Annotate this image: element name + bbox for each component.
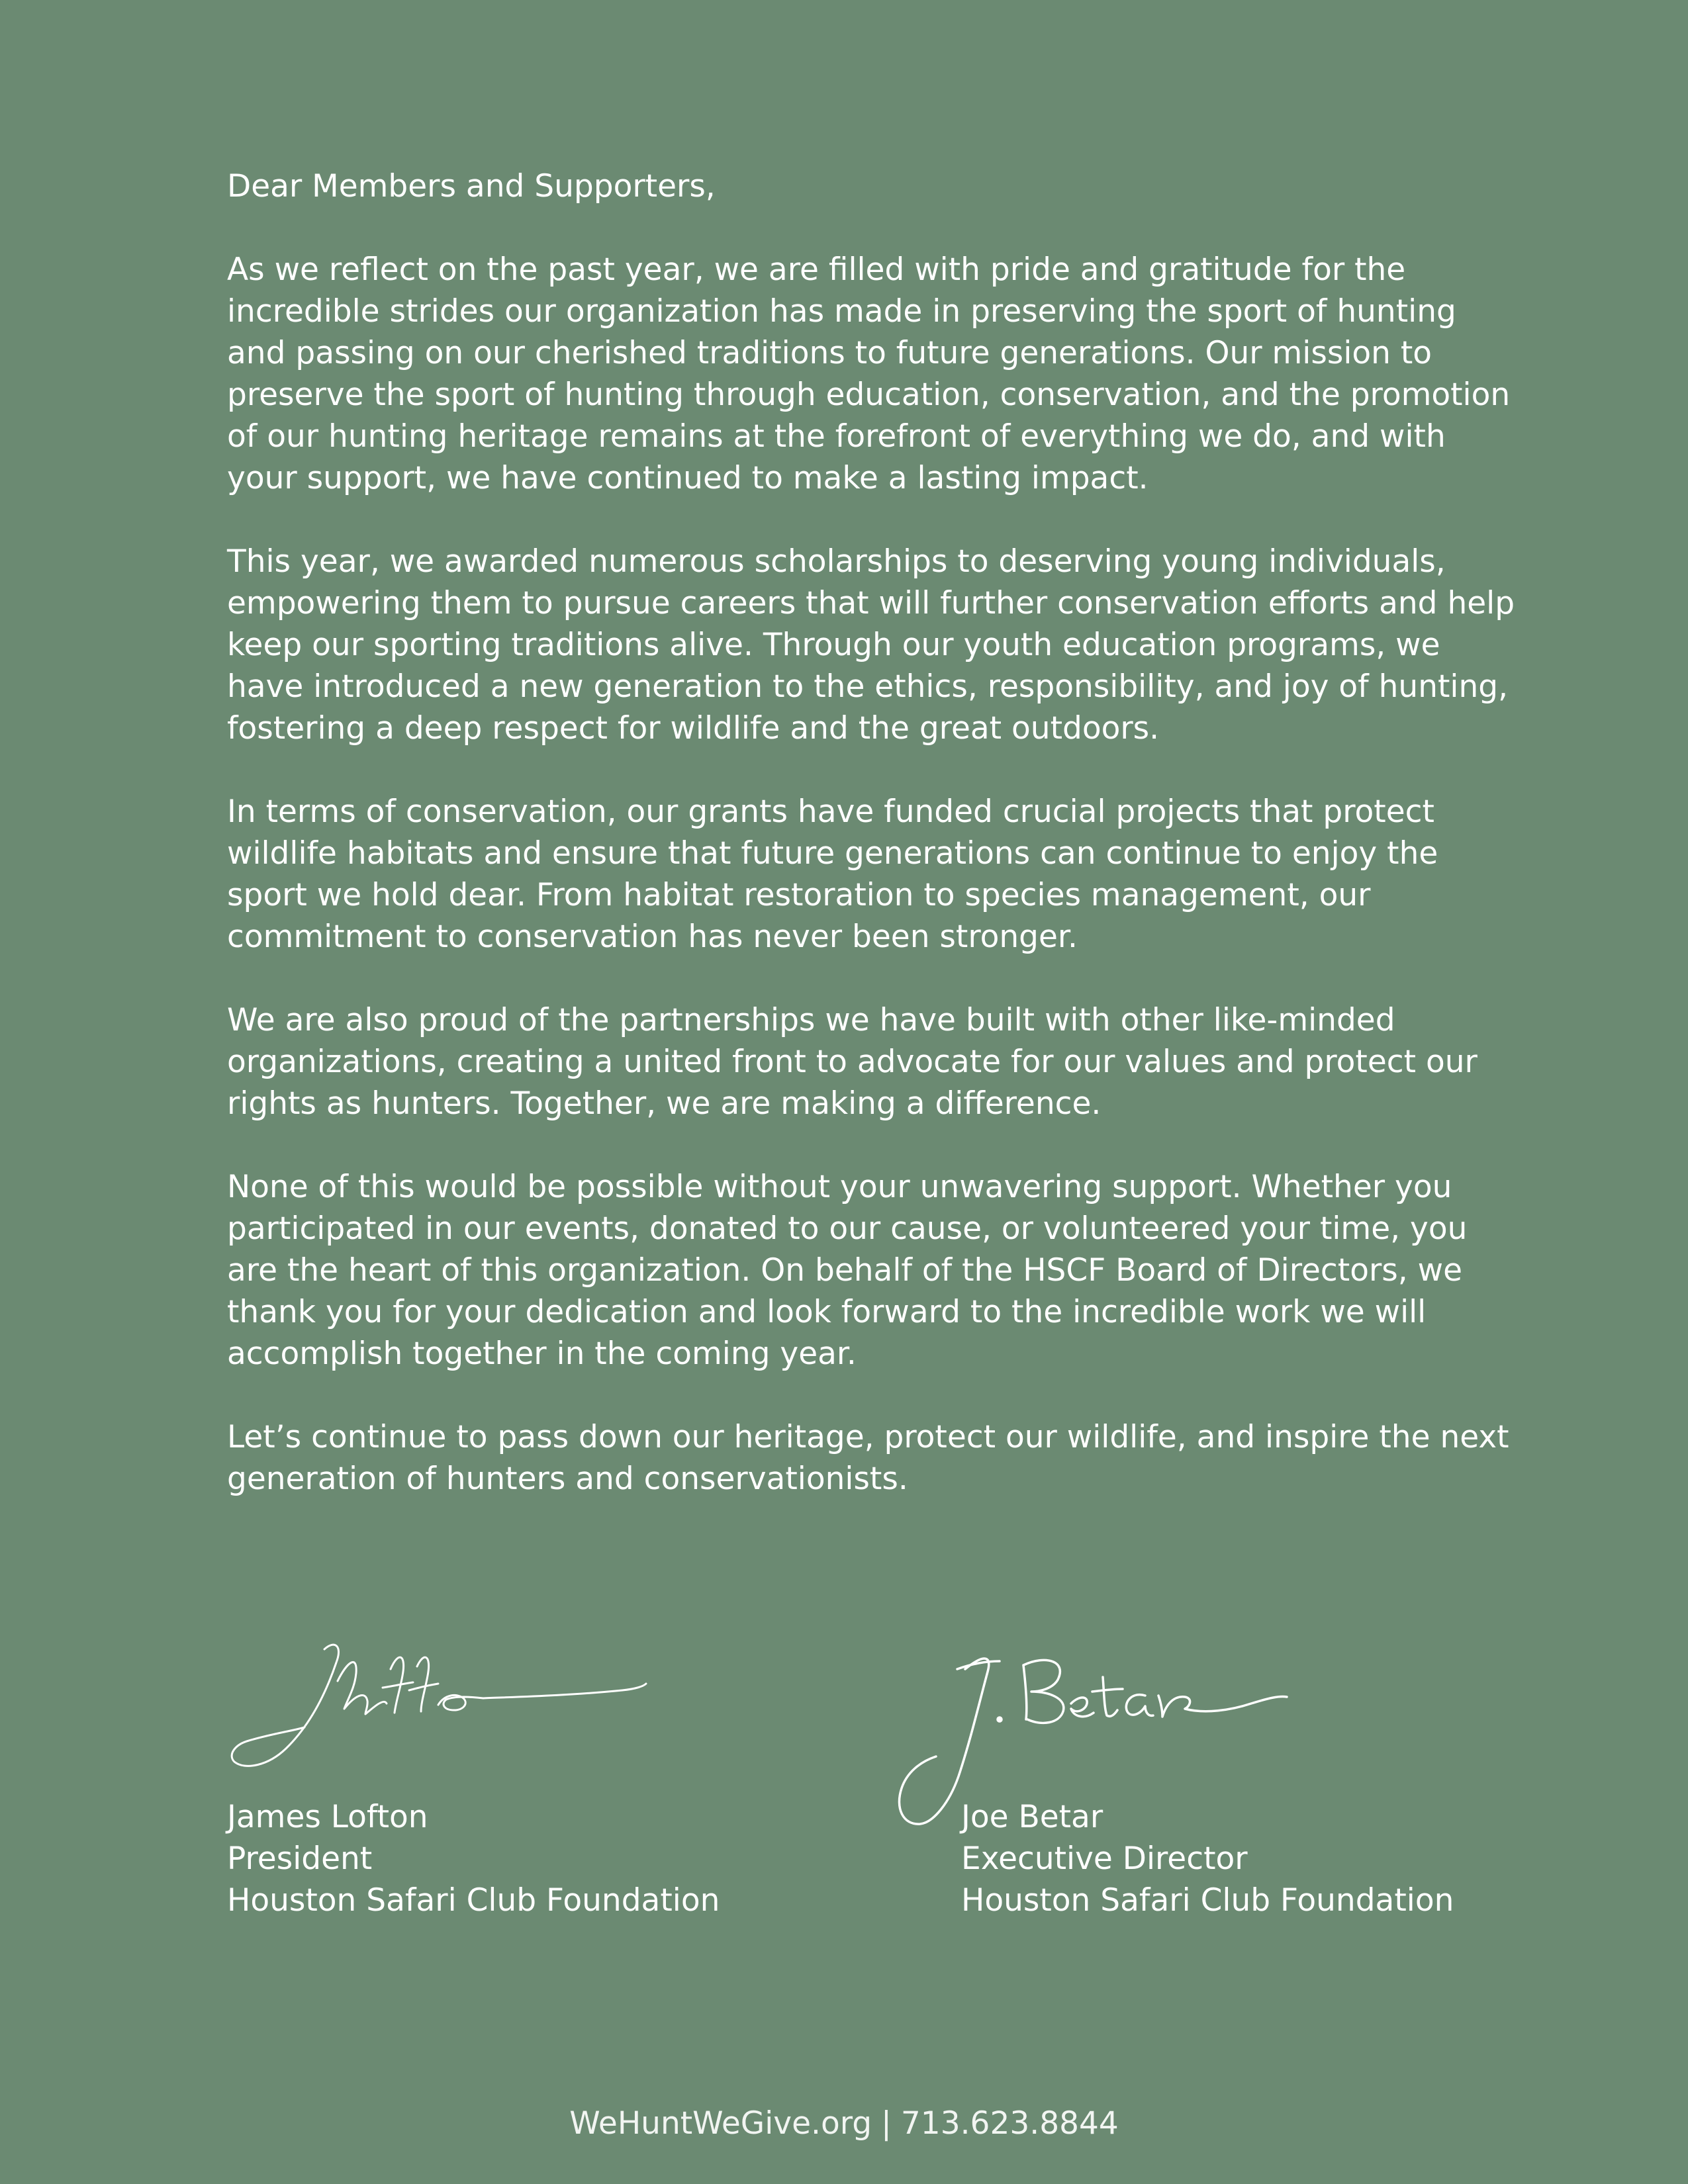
letter-body xyxy=(227,165,1524,1500)
signer-title: President xyxy=(227,1841,373,1877)
paragraph-reflection: As we reflect on the past year, we are filled with pride and gratitude for the incredible strides our organization has made in preserving the sport of hunting and passing on our cherished traditions to future generations. Our mission to preserve the sport of hunting through education, conservation, and the promotion of our hunting heritage remains at the forefront of everything we do, and with your support, we have continued to make a lasting impact. xyxy=(227,251,1511,496)
signer-organization: Houston Safari Club Foundation xyxy=(961,1882,1454,1919)
signer-james-lofton xyxy=(227,1796,720,1921)
signer-title: Executive Director xyxy=(961,1841,1248,1877)
paragraph-conservation: In terms of conservation, our grants have funded crucial projects that protect wildlife habitats and ensure that future generations can continue to enjoy the sport we hold dear. From habitat restoration to species management, our commitment to conservation has never been stronger. xyxy=(227,794,1438,955)
salutation: Dear Members and Supporters, xyxy=(227,168,716,205)
paragraph-gratitude: None of this would be possible without your unwavering support. Whether you participated in our events, donated to our cause, or volunteered your time, you are the heart of this organization. On behalf of the HSCF Board of Directors, we thank you for your dedication and look forward to the incredible work we will accomplish together in the coming year. xyxy=(227,1169,1468,1372)
paragraph-closing: Let’s continue to pass down our heritage, protect our wildlife, and inspire the next generation of hunters and conservationists. xyxy=(227,1419,1509,1497)
footer-website[interactable]: WeHuntWeGive.org xyxy=(569,2105,872,2142)
footer-contact xyxy=(0,2103,1688,2144)
signer-organization: Houston Safari Club Foundation xyxy=(227,1882,720,1919)
signer-name: James Lofton xyxy=(227,1799,428,1835)
paragraph-partnerships: We are also proud of the partnerships we have built with other like-minded organizations, creating a united front to advocate for our values and protect our rights as hunters. Together, we are making a difference. xyxy=(227,1002,1477,1122)
signature-james-lofton xyxy=(225,1635,649,1777)
signer-joe-betar xyxy=(961,1796,1454,1921)
footer-phone[interactable]: 713.623.8844 xyxy=(900,2105,1119,2142)
footer-separator: | xyxy=(881,2105,892,2142)
signer-name: Joe Betar xyxy=(961,1799,1103,1835)
paragraph-scholarships: This year, we awarded numerous scholarships to deserving young individuals, empowering them to pursue careers that will further conservation efforts and help keep our sporting traditions alive. Through our youth education programs, we have introduced a new generation to the ethics, responsibility, and joy of hunting, fostering a deep respect for wildlife and the great outdoors. xyxy=(227,543,1515,747)
